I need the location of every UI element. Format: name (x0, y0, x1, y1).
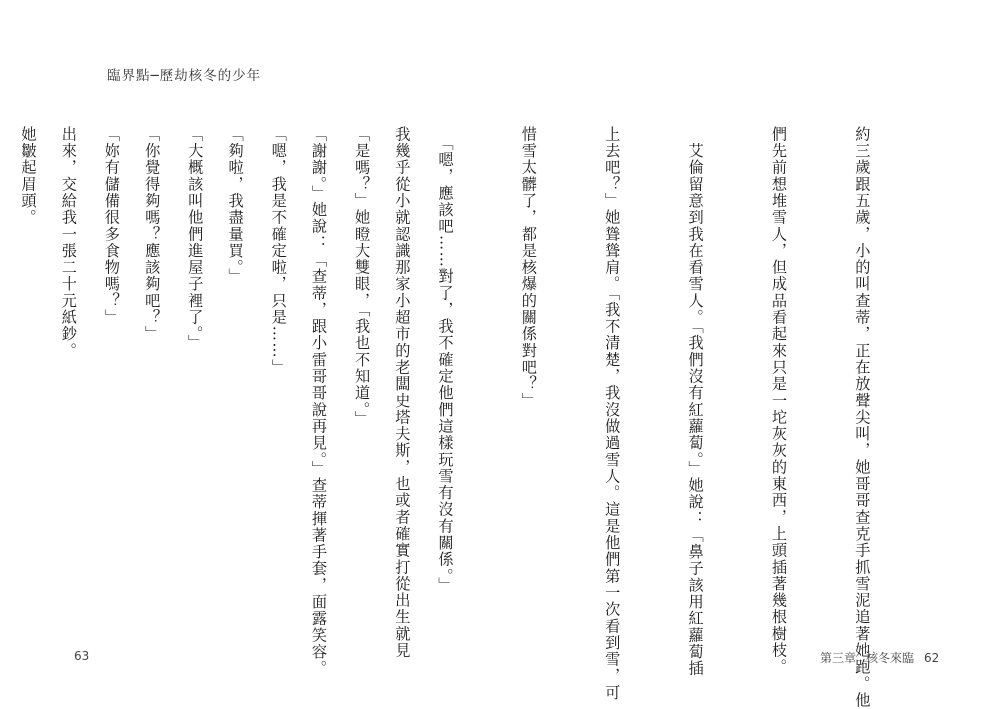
chapter-footer (820, 649, 939, 666)
text-line: 「謝謝。」她說：「查蒂，跟小雷哥哥說再見。」查蒂揮著手套，面露笑容。 (310, 126, 329, 677)
text-line: 「嗯，我是不確定啦，只是……」 (269, 126, 288, 376)
text-line: 上去吧？」她聳聳肩。「我不清楚，我沒做過雪人。這是他們第一次看到雪，可 (603, 126, 622, 702)
page-number-left: 63 (74, 649, 90, 663)
text-line: 「大概該叫他們進屋子裡了。」 (186, 126, 205, 352)
text-line: 約三歲跟五歲，小的叫查蒂，正在放聲尖叫，她哥哥查克手抓雪泥追著她跑。他 (853, 126, 872, 709)
text-line: 「你覺得夠嗎？應該夠吧？」 (143, 126, 162, 343)
text-line: 惜雪太髒了，都是核爆的關係對吧？」 (519, 126, 538, 410)
text-line: 們先前想堆雪人，但成品看起來只是一坨灰灰的東西，上頭插著幾根樹枝。 (770, 126, 789, 676)
text-line: 艾倫留意到我在看雪人。「我們沒有紅蘿蔔。」她說：「鼻子該用紅蘿蔔插 (686, 126, 705, 677)
text-line: 她皺起眉頭。 (19, 126, 38, 226)
text-line: 出來，交給我一張二十元紙鈔。 (59, 126, 78, 360)
text-line: 「是嗎？」她瞪大雙眼，「我也不知道。」 (353, 126, 372, 428)
running-title: 臨界點─歷劫核冬的少年 (107, 68, 262, 84)
text-line: 「妳有儲備很多食物嗎？」 (102, 126, 121, 326)
chapter-title: 核冬來臨 (866, 651, 915, 665)
chapter-number: 第三章 (820, 651, 857, 665)
text-line: 「夠啦，我盡量買。」 (226, 126, 245, 285)
text-line: 「嗯，應該吧……對了，我不確定他們這樣玩雪有沒有關係。」 (436, 126, 455, 594)
text-line: 我幾乎從小就認識那家小超市的老闆史塔夫斯，也或者確實打從出生就見 (393, 126, 412, 659)
page-number-right: 62 (924, 651, 940, 665)
